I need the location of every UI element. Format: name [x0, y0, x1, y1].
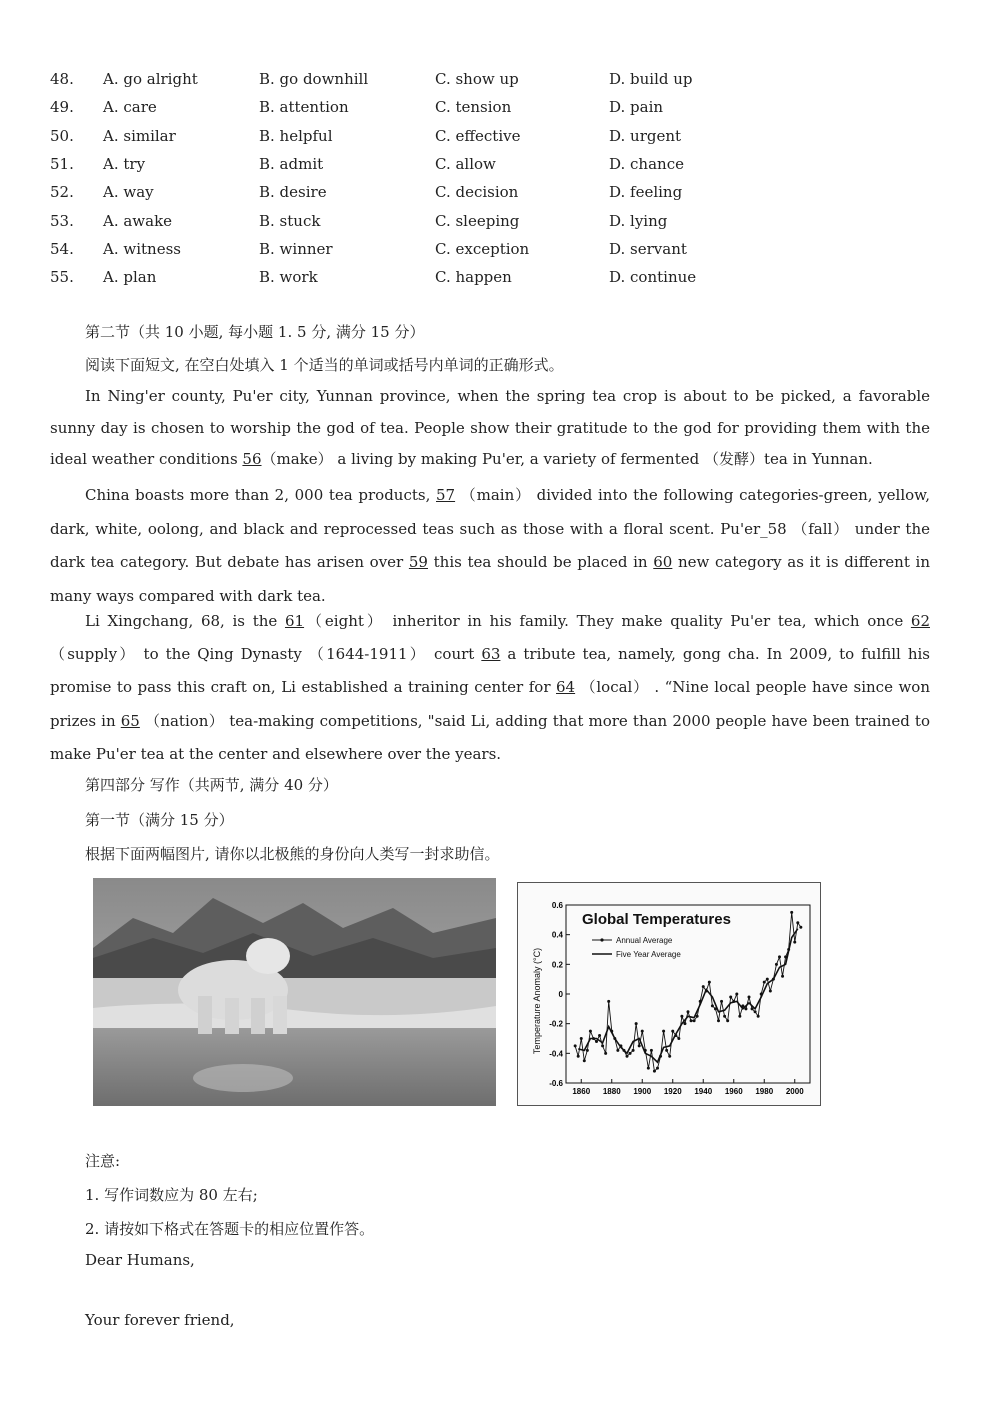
annual-average-point — [604, 1052, 607, 1055]
option-a: A. awake — [103, 211, 173, 230]
annual-average-point — [583, 1059, 586, 1062]
annual-average-point — [781, 975, 784, 978]
option-d: D. urgent — [609, 126, 682, 145]
annual-average-point — [790, 911, 793, 914]
question-number: 54. — [50, 239, 74, 258]
annual-average-point — [650, 1049, 653, 1052]
annual-average-point — [766, 978, 769, 981]
annual-average-point — [793, 941, 796, 944]
text-run: Li Xingchang, 68, is the — [85, 612, 285, 630]
y-tick-label: 0.4 — [551, 930, 563, 940]
blank-57: 57 — [436, 486, 456, 504]
annual-average-point — [687, 1010, 690, 1013]
polar-bear-photo — [93, 878, 496, 1106]
option-c: C. effective — [435, 126, 521, 145]
chart-svg — [518, 883, 820, 1105]
annual-average-point — [754, 1010, 757, 1013]
option-c: C. tension — [435, 98, 512, 117]
annual-average-point — [632, 1049, 635, 1052]
annual-average-point — [616, 1049, 619, 1052]
annual-average-point — [775, 963, 778, 966]
part4-heading: 第四部分 写作（共两节, 满分 40 分） — [85, 776, 338, 794]
option-c: C. allow — [435, 154, 496, 173]
option-d: D. lying — [609, 211, 668, 230]
annual-average-point — [665, 1049, 668, 1052]
option-c: C. sleeping — [435, 211, 520, 230]
y-tick-label: 0.6 — [551, 901, 563, 910]
blank-61: 61 — [284, 612, 305, 630]
x-tick-label: 1960 — [724, 1087, 743, 1096]
y-tick-label: -0.4 — [549, 1049, 563, 1059]
annual-average-point — [586, 1049, 589, 1052]
option-c: C. decision — [435, 183, 519, 202]
text-run: China boasts more than 2, 000 tea products, — [85, 486, 436, 504]
letter-salutation: Dear Humans, — [85, 1251, 195, 1269]
question-number: 55. — [50, 268, 74, 287]
x-tick-label: 1860 — [572, 1087, 591, 1096]
annual-average-point — [656, 1067, 659, 1070]
annual-average-point — [702, 985, 705, 988]
annual-average-point — [668, 1055, 671, 1058]
x-tick-label: 1880 — [602, 1087, 621, 1096]
y-tick-label: 0.2 — [551, 960, 563, 970]
text-run: （main） divided into the following categories-green, yellow, dark, white, oolong, and black and reprocessed teas such as those with a floral scent. Pu'er_58 （fall） under the dark tea category. But debate has arisen over — [50, 486, 930, 571]
notes-label: 注意: — [85, 1152, 121, 1170]
annual-average-point — [720, 1000, 723, 1003]
annual-average-point — [607, 1000, 610, 1003]
annual-average-point — [662, 1030, 665, 1033]
annual-average-point — [717, 1019, 720, 1022]
annual-average-point — [796, 921, 799, 924]
chart-title: Global Temperatures — [582, 911, 731, 928]
x-tick-label: 1900 — [633, 1087, 652, 1096]
annual-average-point — [574, 1044, 577, 1047]
annual-average-point — [723, 1015, 726, 1018]
blank-64: 64 — [556, 678, 576, 697]
passage-paragraph-2 — [50, 479, 930, 613]
option-a: A. way — [103, 183, 154, 202]
legend-label-annual: Annual Average — [616, 936, 673, 945]
passage-paragraph-1 — [50, 381, 930, 476]
annual-average-point — [735, 993, 738, 996]
chart-y-axis-label: Temperature Anomaly (°C) — [532, 947, 542, 1055]
chart-plot-frame — [566, 905, 810, 1083]
option-a: A. witness — [103, 239, 181, 258]
text-run: a tribute tea, namely, gong cha. In 2009, to fulfill his promise to pass this craft on, Li established a training center for — [50, 645, 930, 697]
option-a: A. care — [103, 98, 157, 117]
annual-average-point — [769, 990, 772, 993]
letter-closing: Your forever friend, — [85, 1311, 235, 1329]
x-tick-label: 1980 — [755, 1087, 774, 1096]
y-tick-label: 0 — [558, 990, 563, 999]
question-number: 48. — [50, 70, 74, 88]
question-number: 52. — [50, 183, 74, 202]
annual-average-point — [626, 1055, 629, 1058]
option-b: B. winner — [259, 239, 333, 258]
annual-average-point — [690, 1019, 693, 1022]
annual-average-point — [729, 995, 732, 998]
text-run: （make） a living by making Pu'er, a variety of fermented （发酵）tea in Yunnan. — [261, 450, 873, 468]
annual-average-point — [598, 1034, 601, 1037]
text-run: new category as it is different in many ways compared with dark tea. — [50, 553, 930, 605]
section2-heading: 第二节（共 10 小题, 每小题 1. 5 分, 满分 15 分） — [85, 323, 425, 341]
option-b: B. desire — [259, 183, 327, 202]
series-line-annual-average — [575, 912, 801, 1071]
option-d: D. chance — [609, 154, 684, 173]
annual-average-point — [641, 1030, 644, 1033]
blank-65: 65 — [120, 711, 140, 730]
question-number: 51. — [50, 154, 74, 173]
note-1: 1. 写作词数应为 80 左右; — [85, 1186, 258, 1204]
annual-average-point — [677, 1037, 680, 1040]
blank-59: 59 — [408, 553, 428, 571]
annual-average-point — [647, 1067, 650, 1070]
x-tick-label: 1920 — [663, 1087, 682, 1096]
text-run: （nation） tea-making competitions, "said Li, adding that more than 2000 people have been trained to make Pu'er tea at the center and elsewhere over the years. — [50, 711, 930, 763]
option-c: C. happen — [435, 268, 512, 287]
option-a: A. plan — [103, 268, 157, 287]
annual-average-point — [671, 1030, 674, 1033]
blank-63: 63 — [481, 645, 501, 664]
option-b: B. work — [259, 268, 318, 287]
annual-average-point — [711, 1004, 714, 1007]
passage-paragraph-3 — [50, 605, 930, 771]
chart-legend — [592, 936, 681, 959]
blank-62: 62 — [910, 612, 930, 630]
annual-average-point — [726, 1019, 729, 1022]
x-tick-label: 1940 — [694, 1087, 713, 1096]
annual-average-point — [601, 1044, 604, 1047]
annual-average-point — [629, 1052, 632, 1055]
annual-average-point — [683, 1022, 686, 1025]
option-d: D. continue — [609, 268, 697, 287]
option-b: B. go downhill — [259, 70, 369, 88]
annual-average-point — [595, 1040, 598, 1043]
annual-average-point — [580, 1037, 583, 1040]
annual-average-point — [653, 1070, 656, 1073]
text-run: （eight） inheritor in his family. They make quality Pu'er tea, which once — [304, 612, 911, 630]
part4-instruction: 根据下面两幅图片, 请你以北极熊的身份向人类写一封求助信。 — [85, 845, 500, 863]
legend-dot-annual — [600, 938, 603, 941]
question-number: 53. — [50, 211, 74, 230]
option-a: A. try — [103, 154, 146, 173]
option-b: B. admit — [259, 154, 324, 173]
annual-average-point — [577, 1055, 580, 1058]
option-c: C. exception — [435, 239, 530, 258]
annual-average-point — [778, 955, 781, 958]
text-run: （local） . “Nine local people have since won prizes in — [50, 678, 930, 730]
option-d: D. pain — [609, 98, 664, 117]
option-a: A. go alright — [103, 70, 198, 88]
legend-label-five-year: Five Year Average — [616, 950, 681, 959]
text-run: （supply） to the Qing Dynasty （1644-1911） court — [50, 645, 482, 664]
note-2: 2. 请按如下格式在答题卡的相应位置作答。 — [85, 1220, 375, 1238]
y-tick-label: -0.2 — [549, 1019, 563, 1029]
annual-average-point — [638, 1044, 641, 1047]
option-a: A. similar — [103, 126, 176, 145]
part4-section1: 第一节（满分 15 分） — [85, 811, 234, 829]
option-b: B. stuck — [259, 211, 321, 230]
x-tick-label: 2000 — [785, 1087, 804, 1096]
annual-average-point — [799, 926, 802, 929]
blank-60: 60 — [653, 553, 673, 571]
series-line-five-year-average — [578, 929, 798, 1062]
option-b: B. attention — [259, 98, 349, 117]
annual-average-point — [738, 1015, 741, 1018]
question-number: 50. — [50, 126, 74, 145]
annual-average-point — [748, 995, 751, 998]
option-d: D. feeling — [609, 183, 683, 202]
annual-average-point — [763, 981, 766, 984]
option-d: D. build up — [609, 70, 693, 88]
option-c: C. show up — [435, 70, 519, 88]
annual-average-point — [757, 1015, 760, 1018]
option-b: B. helpful — [259, 126, 333, 145]
annual-average-point — [589, 1030, 592, 1033]
annual-average-point — [680, 1015, 683, 1018]
blank-56: 56 — [242, 450, 262, 468]
global-temperature-chart — [517, 882, 821, 1106]
text-run: In Ning'er county, Pu'er city, Yunnan province, when the spring tea crop is about to be picked, a favorable sunny day is chosen to worship the god of tea. People show their gratitude to the god for providing them with the ideal weather conditions — [50, 387, 930, 468]
annual-average-point — [708, 981, 711, 984]
annual-average-point — [635, 1022, 638, 1025]
y-tick-label: -0.6 — [549, 1079, 563, 1088]
option-d: D. servant — [609, 239, 687, 258]
question-number: 49. — [50, 98, 74, 117]
section2-instruction: 阅读下面短文, 在空白处填入 1 个适当的单词或括号内单词的正确形式。 — [85, 356, 564, 374]
text-run: this tea should be placed in — [427, 553, 654, 571]
annual-average-point — [693, 1019, 696, 1022]
